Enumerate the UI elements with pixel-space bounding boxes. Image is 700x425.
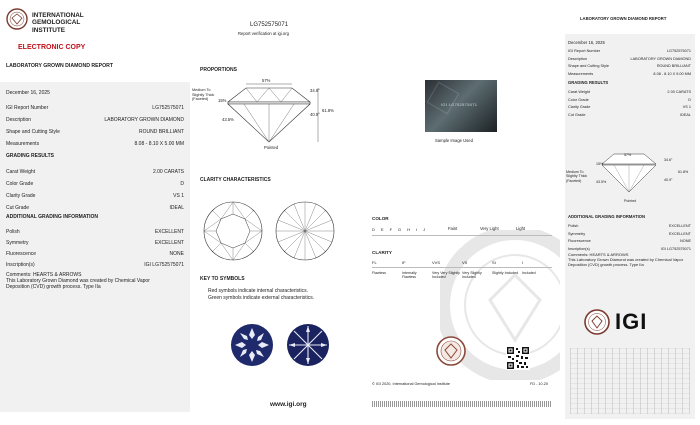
left-grading-row	[6, 202, 184, 214]
color-faint: Faint	[448, 226, 458, 231]
left-field-label: Shape and Cutting Style	[6, 129, 60, 135]
right-crown-height: 15%	[596, 162, 604, 166]
clarity-scale-grade: FL	[372, 260, 377, 265]
left-additional-row	[6, 249, 184, 260]
color-light: Light	[516, 226, 526, 231]
right-total-depth: 61.8%	[678, 170, 689, 174]
right-grading-title: GRADING RESULTS	[568, 80, 609, 85]
clarity-scale-grade: SI	[492, 260, 496, 265]
right-report-title: LABORATORY GROWN DIAMOND REPORT	[580, 16, 667, 21]
proportions-diagram	[214, 80, 344, 150]
igi-seal-icon	[6, 8, 28, 30]
clarity-description: Very Slightly Included	[462, 271, 482, 280]
left-additional-row	[6, 238, 184, 249]
right-grading	[568, 89, 691, 119]
total-depth: 61.8%	[322, 108, 334, 113]
left-grading-value: VS 1	[173, 193, 184, 199]
right-additional-label: Fluorescence	[568, 239, 591, 243]
left-grading-title: GRADING RESULTS	[6, 153, 54, 159]
left-additional-value: EXCELLENT	[154, 229, 184, 235]
clarity-scale	[372, 260, 552, 265]
hearts-image	[230, 323, 274, 367]
left-additional-value: IGI LG752575071	[144, 262, 184, 268]
color-letter: D	[372, 227, 375, 232]
right-additional-value: EXCELLENT	[668, 231, 691, 236]
left-grading-row	[6, 178, 184, 190]
right-field-row	[568, 48, 691, 56]
pavilion-depth: 43.5%	[222, 117, 234, 122]
left-panel	[0, 0, 190, 425]
key-line-2: Green symbols indicate external characteristics.	[208, 295, 315, 301]
bottom-seal-icon	[436, 336, 466, 366]
left-grading-label: Carat Weight	[6, 169, 36, 175]
right-additional-row	[568, 231, 691, 239]
right-field-row	[568, 63, 691, 71]
right-date: December 16, 2025	[568, 40, 605, 45]
middle-report-number: LG752575071	[250, 22, 289, 28]
left-additional-row	[6, 260, 184, 271]
color-letter: F	[389, 227, 393, 232]
proportions-title: PROPORTIONS	[200, 67, 237, 73]
right-field-row	[568, 56, 691, 64]
table-pct: 57%	[262, 78, 271, 83]
right-additional-title: ADDITIONAL GRADING INFORMATION	[568, 214, 646, 219]
left-additional-label: Fluorescence	[6, 251, 37, 257]
right-grading-label: Color Grade	[568, 97, 589, 102]
right-grading-value: D	[688, 97, 691, 102]
key-line-1: Red symbols indicate internal characteristics.	[208, 288, 309, 294]
left-date: December 16, 2025	[6, 90, 50, 96]
right-fields	[568, 48, 691, 78]
left-field-value: ROUND BRILLIANT	[138, 129, 184, 135]
sample-image	[425, 80, 497, 132]
crown-angle: 34.6°	[310, 88, 320, 93]
right-field-value: 8.08 - 8.10 X 5.00 MM	[653, 71, 691, 76]
right-additional-row	[568, 238, 691, 246]
right-pavilion-angle: 40.9°	[664, 178, 673, 182]
right-culet: Pointed	[624, 199, 637, 203]
clarity-scale-grade: VS	[462, 260, 468, 265]
right-grading-row	[568, 89, 691, 97]
left-field-row	[6, 126, 184, 138]
right-comments: Comments: HEARTS & ARROWS This Laboratory Grown Diamond was created by Chemical Vapor Deposition (CVD) growth process. Type IIa	[568, 252, 684, 267]
right-field-value: ROUND BRILLIANT	[656, 64, 691, 68]
right-grading-row	[568, 112, 691, 120]
crown-height: 15%	[218, 98, 227, 103]
left-field-label: IGI Report Number	[6, 105, 49, 111]
middle-panel	[190, 0, 560, 425]
color-letter: I	[416, 227, 418, 232]
left-additional-label: Inscription(s)	[6, 262, 35, 268]
clarity-scale-grade: IF	[402, 260, 406, 265]
right-additional-label: Polish	[568, 224, 579, 228]
right-girdle-label: Medium To Slightly Thick (Faceted)	[566, 170, 588, 183]
clarity-description: Included	[522, 271, 536, 275]
left-field-value: LG752575071	[152, 105, 184, 111]
left-field-row	[6, 114, 184, 126]
left-grading-row	[6, 190, 184, 202]
right-grading-row	[568, 104, 691, 112]
color-letter: J	[423, 227, 426, 232]
culet-label: Pointed	[264, 145, 279, 150]
verification-text: Report verification at igi.org	[238, 31, 289, 36]
right-additional-row	[568, 223, 691, 231]
color-letters	[372, 227, 425, 232]
right-grading-value: IDEAL	[680, 112, 691, 117]
right-additional	[568, 223, 691, 253]
igi-logo-text: IGI	[615, 309, 648, 334]
left-additional-row	[6, 227, 184, 238]
left-grading-value: 2.00 CARATS	[152, 169, 184, 175]
clarity-description: Flawless	[372, 271, 386, 275]
right-grading-label: Cut Grade	[568, 112, 586, 117]
clarity-descriptions	[372, 271, 552, 279]
clarity-scale-grade: I	[522, 260, 524, 265]
left-report-title: LABORATORY GROWN DIAMOND REPORT	[6, 63, 114, 69]
right-panel	[560, 0, 700, 425]
color-letter: G	[398, 227, 402, 232]
left-field-row	[6, 102, 184, 114]
right-grading-label: Clarity Grade	[568, 105, 591, 109]
right-grading-label: Carat Weight	[568, 90, 591, 94]
right-grading-value: VS 1	[682, 105, 691, 109]
left-additional-label: Symmetry	[6, 240, 29, 246]
qr-code-icon	[506, 346, 530, 370]
right-additional-value: NONE	[680, 239, 691, 243]
left-comments: Comments: HEARTS & ARROWS This Laboratory Grown Diamond was created by Chemical Vapor Deposition (CVD) growth process. Type IIa	[6, 272, 150, 291]
right-table-pct: 57%	[624, 153, 632, 157]
pavilion-angle: 40.9°	[310, 112, 320, 117]
right-additional-label: Inscription(s)	[568, 246, 590, 251]
clarity-description: Slightly Included	[492, 271, 519, 275]
color-title: COLOR	[372, 216, 389, 221]
sample-inscription: IGI LG752575071	[441, 102, 478, 107]
color-very-light: Very Light	[480, 226, 499, 231]
left-grading-label: Clarity Grade	[6, 193, 36, 199]
left-field-value: LABORATORY GROWN DIAMOND	[104, 117, 184, 123]
copyright: © IGI 2020, International Gemological Institute	[372, 382, 450, 386]
girdle-label: Medium To Slightly Thick (Faceted)	[192, 88, 215, 102]
clarity-crown-diagram	[202, 200, 264, 262]
color-letter: H	[407, 227, 411, 232]
left-additional	[6, 227, 184, 271]
left-grading	[6, 166, 184, 214]
left-field-row	[6, 138, 184, 150]
right-field-label: Shape and Cutting Style	[568, 64, 609, 68]
left-grading-value: IDEAL	[169, 205, 184, 211]
right-grading-row	[568, 97, 691, 105]
right-grading-value: 2.00 CARATS	[667, 90, 691, 94]
igi-logo-seal-icon	[584, 309, 610, 335]
arrows-image	[286, 323, 330, 367]
security-strip	[372, 401, 552, 407]
scales-area	[370, 210, 560, 425]
right-field-label: Measurements	[568, 71, 594, 76]
clarity-scale-title: CLARITY	[372, 250, 392, 255]
right-field-value: LABORATORY GROWN DIAMOND	[630, 56, 691, 61]
left-field-value: 8.08 - 8.10 X 5.00 MM	[134, 141, 184, 147]
clarity-description: Internally Flawless	[402, 271, 417, 280]
left-field-label: Measurements	[6, 141, 40, 147]
right-field-value: LG752575071	[666, 49, 691, 53]
left-additional-label: Polish	[6, 229, 20, 235]
right-field-label: IGI Report Number	[568, 49, 601, 53]
right-field-row	[568, 71, 691, 79]
left-grading-row	[6, 166, 184, 178]
right-crown-angle: 34.6°	[664, 158, 673, 162]
left-grading-label: Color Grade	[6, 181, 34, 187]
right-field-label: Description	[568, 56, 587, 61]
form-code: FD - 10.20	[530, 382, 548, 386]
right-additional-value: EXCELLENT	[668, 224, 691, 228]
left-field-label: Description	[6, 117, 32, 123]
clarity-description: Very Very Slightly Included	[432, 271, 460, 280]
right-proportions-diagram	[592, 148, 672, 198]
right-additional-value: IGI LG752575071	[660, 246, 691, 251]
clarity-pavilion-diagram	[274, 200, 336, 262]
right-additional-label: Symmetry	[568, 231, 586, 236]
clarity-characteristics-title: CLARITY CHARACTERISTICS	[200, 177, 271, 183]
left-additional-value: EXCELLENT	[154, 240, 184, 246]
left-additional-value: NONE	[169, 251, 184, 257]
electronic-copy-label: ELECTRONIC COPY	[18, 44, 86, 51]
left-grading-label: Cut Grade	[6, 205, 30, 211]
vertical-stub	[570, 348, 690, 414]
left-fields	[6, 102, 184, 150]
right-pavilion-depth: 43.5%	[596, 180, 607, 184]
color-letter: E	[380, 227, 384, 232]
org-name: INTERNATIONAL GEMOLOGICAL INSTITUTE	[32, 12, 84, 34]
website-label: www.igi.org	[270, 401, 307, 408]
left-additional-title: ADDITIONAL GRADING INFORMATION	[6, 214, 99, 220]
left-grading-value: D	[180, 181, 184, 187]
sample-caption: Sample Image Used	[435, 138, 473, 143]
key-to-symbols-title: KEY TO SYMBOLS	[200, 276, 245, 282]
clarity-scale-grade: VVS	[432, 260, 441, 265]
